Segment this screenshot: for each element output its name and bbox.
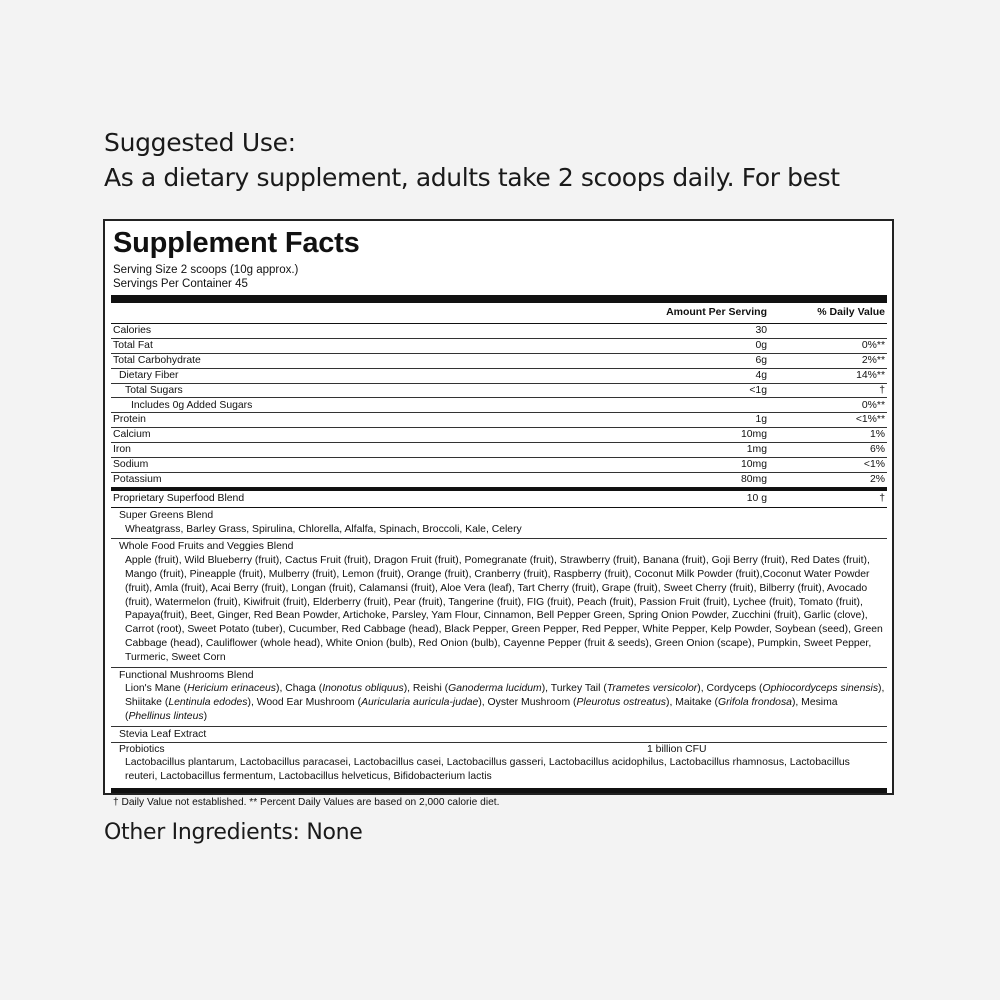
mushroom-name: Wood Ear Mushroom — [256, 697, 355, 709]
nutrient-name: Iron — [113, 444, 131, 456]
probiotics-section — [111, 743, 887, 786]
serving-size: Serving Size 2 scoops (10g approx.) — [113, 264, 299, 276]
whole-food-title: Whole Food Fruits and Veggies Blend — [119, 541, 294, 553]
servings-per-container: Servings Per Container 45 — [113, 278, 248, 290]
nutrient-row — [111, 428, 887, 443]
nutrient-amount: 10mg — [741, 459, 767, 471]
mushrooms-title: Functional Mushrooms Blend — [119, 669, 254, 681]
nutrient-dv: 6% — [869, 444, 885, 456]
other-ingredients-value: None — [306, 820, 363, 845]
nutrient-name: Sodium — [113, 459, 149, 471]
nutrient-amount: 30 — [755, 325, 767, 337]
super-greens-ingredients: Wheatgrass, Barley Grass, Spirulina, Chlorella, Alfalfa, Spinach, Broccoli, Kale, Celery — [125, 523, 522, 535]
nutrient-name: Total Carbohydrate — [113, 354, 201, 366]
other-ingredients — [104, 820, 363, 845]
blend-dv: † — [879, 492, 885, 504]
nutrient-row — [111, 413, 887, 428]
nutrient-amount: 1mg — [746, 444, 767, 456]
mushrooms-section — [111, 668, 887, 727]
nutrient-amount: 1g — [755, 414, 767, 426]
nutrient-amount: 0g — [755, 339, 767, 351]
mushroom-latin-name: Phellinus linteus — [128, 710, 204, 722]
nutrient-dv: 0%** — [861, 339, 885, 351]
mushroom-latin-name: Ganoderma lucidum — [448, 683, 542, 695]
mushroom-latin-name: Auricularia auricula-judae — [361, 697, 479, 709]
nutrient-amount: 6g — [755, 354, 767, 366]
nutrient-dv: † — [879, 384, 885, 396]
mushroom-latin-name: Hericium erinaceus — [187, 683, 276, 695]
super-greens-section — [111, 508, 887, 540]
mushroom-name: Cordyceps — [706, 683, 757, 695]
probiotics-title: Probiotics — [119, 743, 165, 755]
nutrient-amount: <1g — [749, 384, 767, 396]
nutrient-row — [111, 384, 887, 399]
suggested-use-title: Suggested Use: — [104, 128, 296, 157]
mushroom-name: Turkey Tail — [550, 683, 601, 695]
nutrient-amount: 4g — [755, 369, 767, 381]
mushroom-latin-name: Grifola frondosa — [718, 697, 792, 709]
probiotics-amount: 1 billion CFU — [647, 743, 707, 755]
mushroom-name: Reishi — [412, 683, 442, 695]
nutrient-amount: 80mg — [741, 473, 767, 485]
proprietary-blend-row — [111, 491, 887, 508]
nutrient-dv: 2%** — [861, 354, 885, 366]
nutrient-name: Calories — [113, 325, 152, 337]
nutrient-row — [111, 473, 887, 487]
mushroom-latin-name: Lentinula edodes — [168, 697, 248, 709]
footnote: † Daily Value not established. ** Percent Daily Values are based on 2,000 calorie diet. — [113, 796, 500, 808]
nutrient-row — [111, 324, 887, 339]
mushroom-name: Mesima — [801, 697, 838, 709]
nutrient-row — [111, 354, 887, 369]
stevia-label: Stevia Leaf Extract — [119, 728, 207, 740]
nutrient-dv: 2% — [869, 473, 885, 485]
blend-amount: 10 g — [746, 492, 767, 504]
other-ingredients-label: Other Ingredients: — [104, 820, 300, 845]
nutrient-amount: 10mg — [741, 429, 767, 441]
column-header-row — [111, 303, 887, 324]
mushroom-name: Lion's Mane — [125, 683, 181, 695]
nutrient-dv: 0%** — [861, 399, 885, 411]
nutrient-dv: <1% — [863, 459, 885, 471]
nutrient-name: Calcium — [113, 429, 151, 441]
stevia-section — [111, 727, 887, 743]
mushroom-name: Maitake — [675, 697, 712, 709]
whole-food-section — [111, 539, 887, 667]
mushroom-latin-name: Pleurotus ostreatus — [576, 697, 667, 709]
blend-name: Proprietary Superfood Blend — [113, 492, 245, 504]
nutrient-dv: <1%** — [855, 414, 885, 426]
nutrient-name: Dietary Fiber — [119, 369, 179, 381]
mushroom-latin-name: Trametes versicolor — [606, 683, 698, 695]
nutrient-name: Potassium — [113, 473, 162, 485]
mushroom-name: Chaga — [285, 683, 316, 695]
mushroom-latin-name: Inonotus obliquus — [322, 683, 404, 695]
probiotics-ingredients: Lactobacillus plantarum, Lactobacillus paracasei, Lactobacillus casei, Lactobacillus gasseri, Lactobacillus acidophilus, Lactobacillus rhamnosus, Lactobacillus reuteri, Lactobacillus fermentum, Lactobacillus helveticus, Bifidobacterium lactis — [125, 757, 850, 783]
mushroom-name: Oyster Mushroom — [487, 697, 571, 709]
thick-divider — [111, 295, 887, 303]
super-greens-title: Super Greens Blend — [119, 509, 214, 521]
nutrient-row — [111, 458, 887, 473]
nutrient-row — [111, 339, 887, 354]
nutrient-name: Total Sugars — [125, 384, 183, 396]
nutrient-dv: 14%** — [856, 369, 885, 381]
nutrient-row — [111, 398, 887, 413]
nutrient-name: Protein — [113, 414, 146, 426]
whole-food-ingredients: Apple (fruit), Wild Blueberry (fruit), Cactus Fruit (fruit), Dragon Fruit (fruit), Pomegranate (fruit), Strawberry (fruit), Banana (fruit), Goji Berry (fruit), Red Dates (fruit), Mango (fruit), Pineapple (fruit), Mulberry (fruit), Lemon (fruit), Orange (fruit), Cranberry (fruit), Raspberry (fruit), Coconut Milk Powder (fruit),Coconut Water Powder (fruit), Amla (fruit), Acai Berry (fruit), Longan (fruit), Calamansi (fruit), Aloe Vera (leaf), Tart Cherry (fruit), Grape (fruit), Sweet Cherry (fruit), Bilberry (fruit), Avocado (fruit), Watermelon (fruit), Kiwifruit (fruit), Elderberry (fruit), Pear (fruit), Tangerine (fruit), FIG (fruit), Peach (fruit), Passion Fruit (fruit), Lychee (fruit), Tomato (fruit), Papaya(fruit), Beet, Ginger, Red Bean Powder, Artichoke, Parsley, Yam Flour, Cinnamon, Bell Pepper Green, Spring Onion Powder, Zucchini (fruit), Garlic (clove), Carrot (root), Sweet Potato (tuber), Cucumber, Red Cabbage (head), Black Pepper, Green Pepper, Red Pepper, White Pepper, Kelp Powder, Soybean (seed), Green Cabbage (head), Cauliflower (whole head), White Onion (bulb), Red Onion (bulb), Cayenne Pepper (fruit & seeds), Green Onion (scape), Pumpkin, Sweet Pepper, Turmeric, Sweet Corn — [125, 555, 883, 663]
nutrient-row — [111, 443, 887, 458]
mushrooms-ingredients: Lion's Mane (Hericium erinaceus), Chaga (Inonotus obliquus), Reishi (Ganoderma lucidum), Turkey Tail (Trametes versicolor), Cordyceps (Ophiocordyceps sinensis), Shiitake (Lentinula edodes), Wood Ear Mushroom (Auricularia auricula-judae), Oyster Mushroom (Pleurotus ostreatus), Maitake (Grifola frondosa), Mesima (Phellinus linteus) — [125, 683, 885, 722]
nutrient-dv: 1% — [869, 429, 885, 441]
suggested-use-text: As a dietary supplement, adults take 2 scoops daily. For best — [104, 163, 840, 192]
header-amount: Amount Per Serving — [666, 306, 767, 319]
nutrient-name: Includes 0g Added Sugars — [131, 399, 253, 411]
panel-title: Supplement Facts — [113, 227, 360, 259]
supplement-facts-panel — [103, 219, 894, 808]
nutrient-table — [111, 324, 887, 487]
nutrient-name: Total Fat — [113, 339, 153, 351]
header-daily-value: % Daily Value — [817, 306, 885, 319]
nutrient-row — [111, 369, 887, 384]
mushroom-name: Shiitake — [125, 697, 162, 709]
mushroom-latin-name: Ophiocordyceps sinensis — [762, 683, 879, 695]
